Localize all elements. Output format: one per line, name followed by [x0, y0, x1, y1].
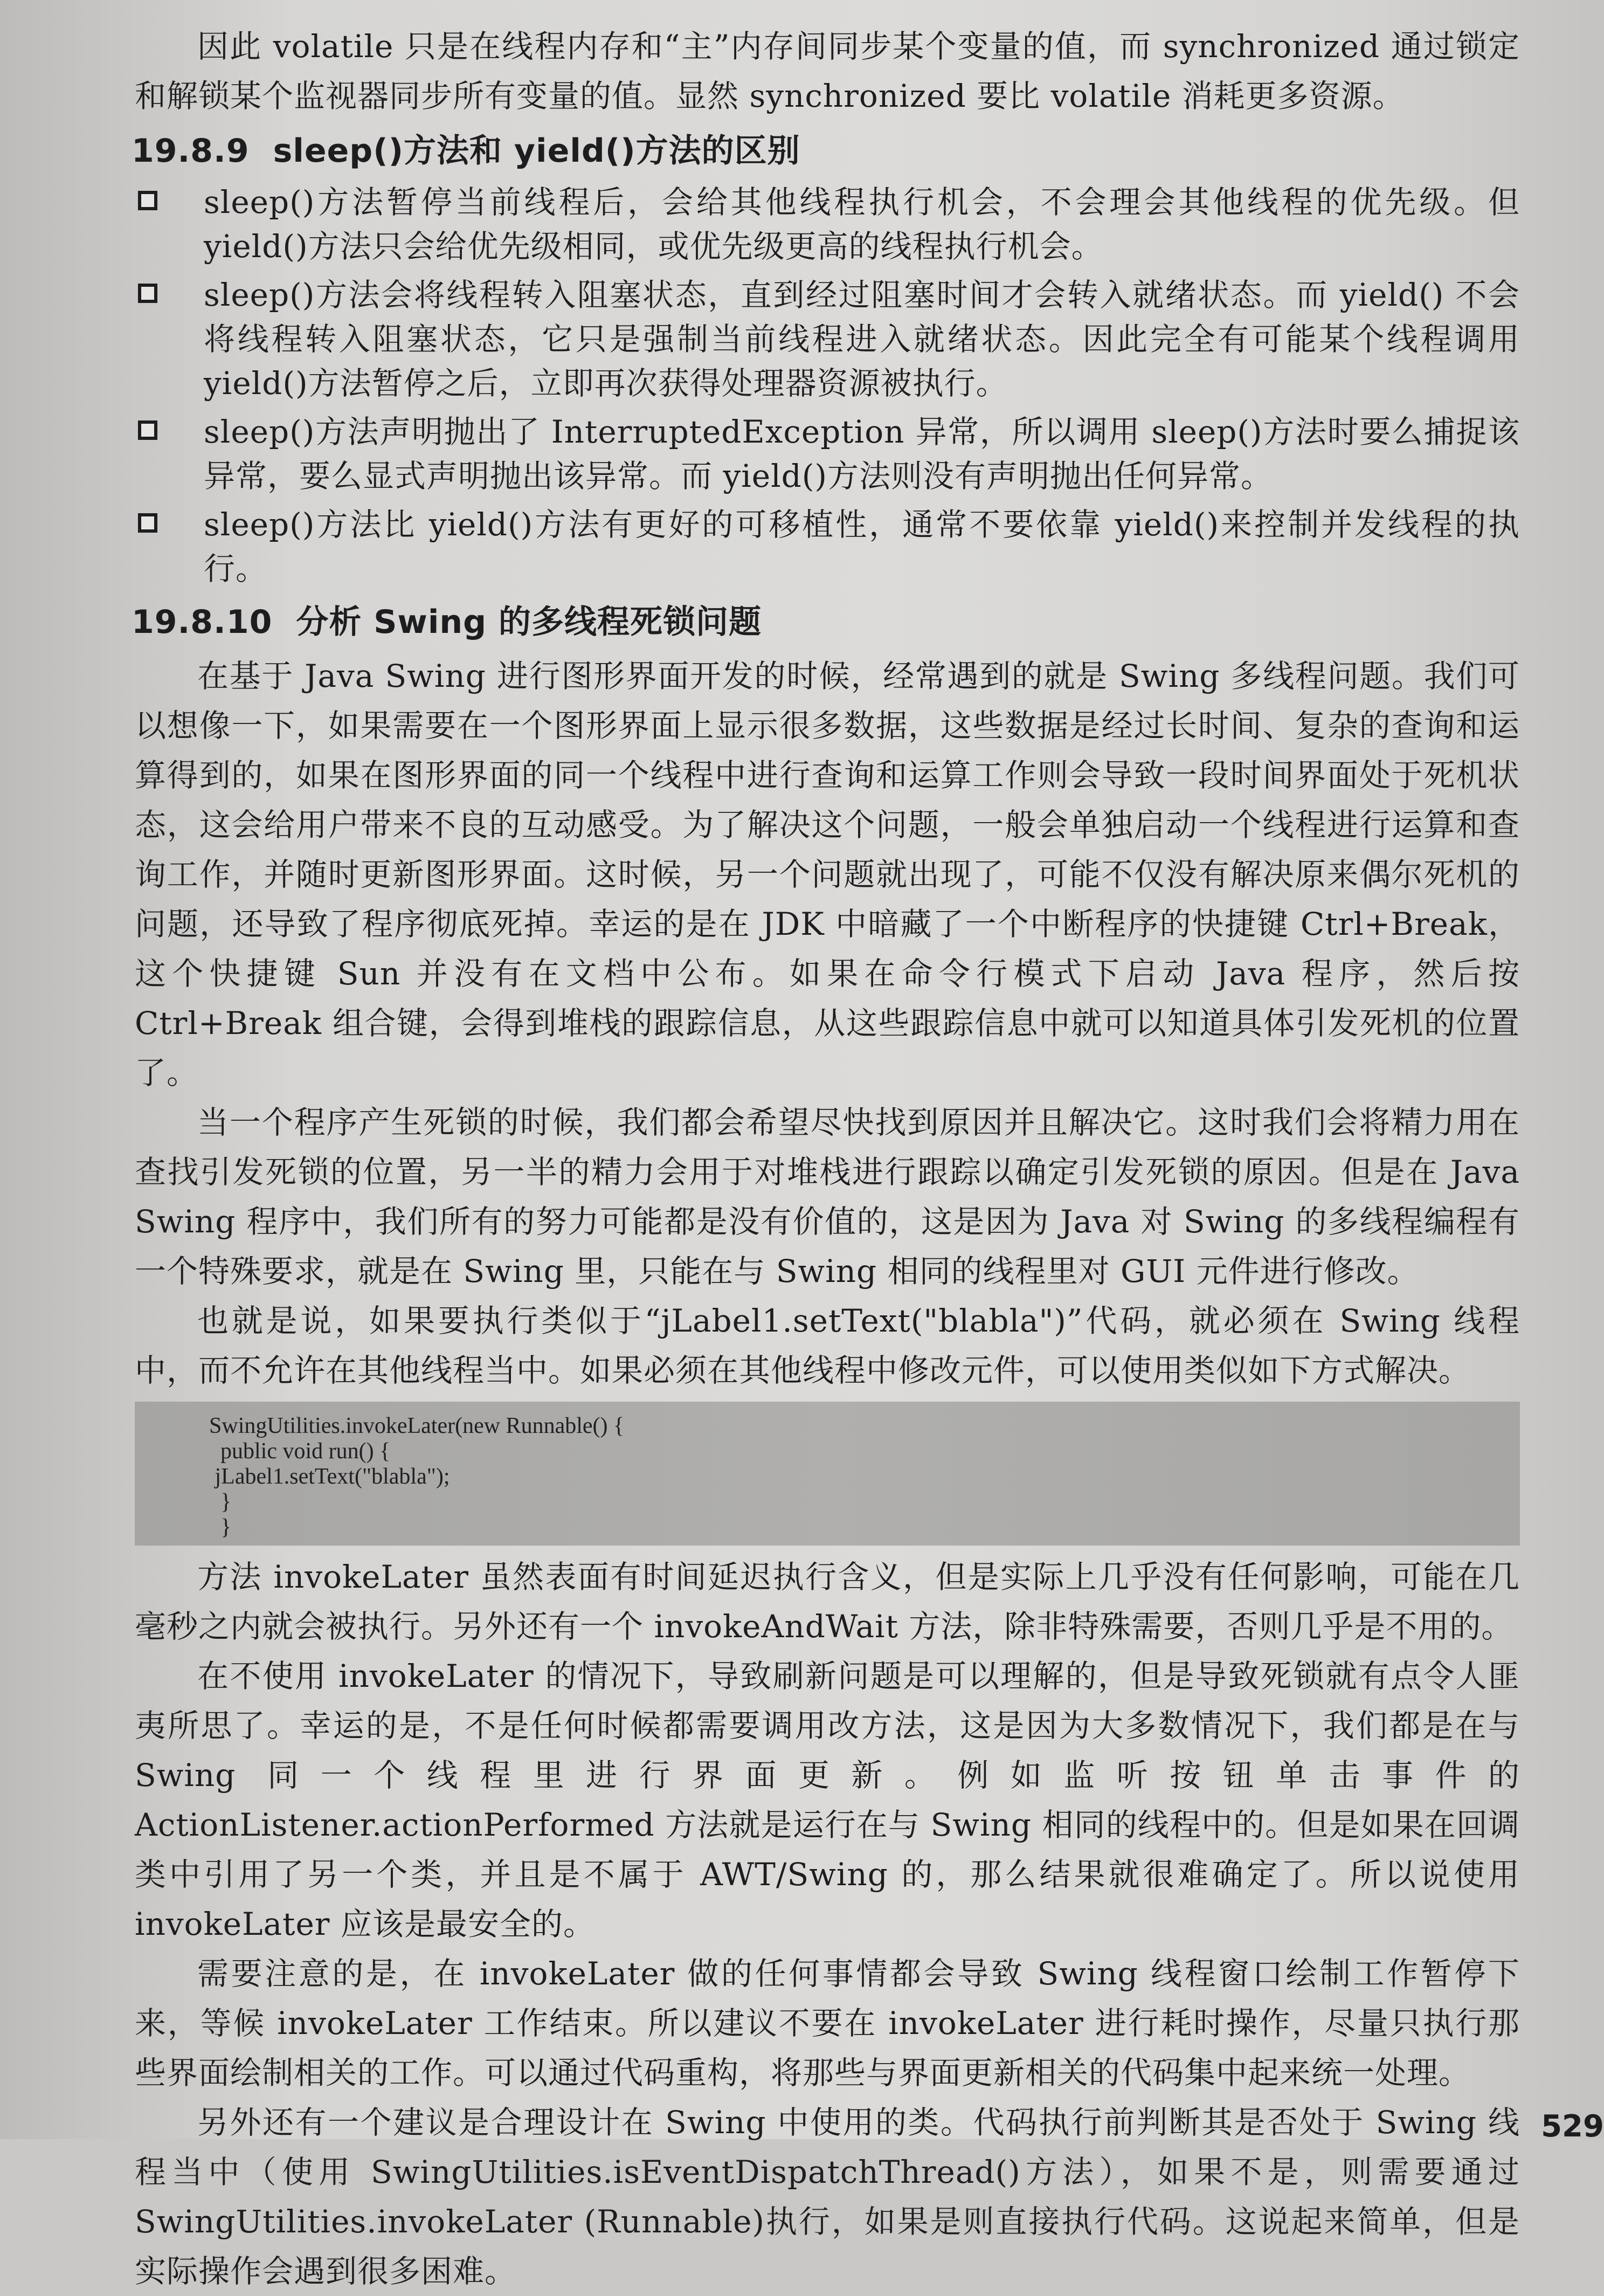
page-content — [132, 22, 1520, 2296]
list-item — [204, 180, 1520, 268]
body-paragraph: 在基于 Java Swing 进行图形界面开发的时候，经常遇到的就是 Swing 多线程问题。我们可以想像一下，如果需要在一个图形界面上显示很多数据，这些数据是经过长时间、复杂的查询和运算得到的，如果在图形界面的同一个线程中进行查询和运算工作则会导致一段时间界面处于死机状态，这会给用户带来不良的互动感受。为了解决这个问题，一般会单独启动一个线程进行运算和查询工作，并随时更新图形界面。这时候，另一个问题就出现了，可能不仅没有解决原来偶尔死机的问题，还导致了程序彻底死掉。幸运的是在 JDK 中暗藏了一个中断程序的快捷键 Ctrl+Break，这个快捷键 Sun 并没有在文档中公布。如果在命令行模式下启动 Java 程序，然后按 Ctrl+Break 组合键，会得到堆栈的跟踪信息，从这些跟踪信息中就可以知道具体引发死机的位置了。 — [135, 658, 1520, 1091]
page-number: 529 — [1541, 2109, 1604, 2144]
code-line: } — [209, 1490, 232, 1514]
body-paragraph: 需要注意的是，在 invokeLater 做的任何事情都会导致 Swing 线程窗口绘制工作暂停下来，等候 invokeLater 工作结束。所以建议不要在 invokeLater 进行耗时操作，尽量只执行那些界面绘制相关的工作。可以通过代码重构，将那些与界面更新相关的代码集中起来统一处理。 — [135, 1955, 1520, 2091]
code-line: public void run() { — [209, 1439, 391, 1464]
checkbox-bullet-icon — [138, 284, 157, 303]
list-item — [204, 273, 1520, 405]
body-paragraph: 方法 invokeLater 虽然表面有时间延迟执行含义，但是实际上几乎没有任何影响，可能在几毫秒之内就会被执行。另外还有一个 invokeAndWait 方法，除非特殊需要，否则几乎是不用的。 — [135, 1559, 1520, 1645]
bullet-list — [135, 180, 1520, 591]
list-item-text: sleep()方法暂停当前线程后，会给其他线程执行机会，不会理会其他线程的优先级。但 yield()方法只会给优先级相同，或优先级更高的线程执行机会。 — [204, 184, 1520, 265]
body-paragraph: 另外还有一个建议是合理设计在 Swing 中使用的类。代码执行前判断其是否处于 Swing 线程当中（使用 SwingUtilities.isEventDispatchThread()方法），如果不是，则需要通过 SwingUtilities.invokeLater (Runnable)执行，如果是则直接执行代码。这说起来简单，但是实际操作会遇到很多困难。 — [135, 2104, 1520, 2290]
body-paragraph: 当一个程序产生死锁的时候，我们都会希望尽快找到原因并且解决它。这时我们会将精力用在查找引发死锁的位置，另一半的精力会用于对堆栈进行跟踪以确定引发死锁的原因。但是在 Java Swing 程序中，我们所有的努力可能都是没有价值的，这是因为 Java 对 Swing 的多线程编程有一个特殊要求，就是在 Swing 里，只能在与 Swing 相同的线程里对 GUI 元件进行修改。 — [135, 1104, 1520, 1290]
section-heading-19-8-10 — [132, 595, 1520, 649]
section-title: 分析 Swing 的多线程死锁问题 — [296, 603, 762, 641]
checkbox-bullet-icon — [138, 420, 157, 440]
code-line: jLabel1.setText("blabla"); — [209, 1464, 450, 1489]
code-block — [135, 1402, 1520, 1546]
intro-paragraph: 因此 volatile 只是在线程内存和“主”内存间同步某个变量的值，而 synchronized 通过锁定和解锁某个监视器同步所有变量的值。显然 synchronized 要比 volatile 消耗更多资源。 — [135, 28, 1520, 114]
section-number: 19.8.9 — [132, 132, 250, 170]
checkbox-bullet-icon — [138, 513, 157, 533]
list-item-text: sleep()方法声明抛出了 InterruptedException 异常，所以调用 sleep()方法时要么捕捉该异常，要么显式声明抛出该异常。而 yield()方法则没有声明抛出任何异常。 — [204, 413, 1520, 494]
list-item — [204, 502, 1520, 591]
section-number: 19.8.10 — [132, 603, 273, 641]
section-title: sleep()方法和 yield()方法的区别 — [273, 132, 800, 170]
section-heading-19-8-9 — [132, 124, 1520, 178]
list-item — [204, 410, 1520, 498]
code-line: SwingUtilities.invokeLater(new Runnable() { — [209, 1414, 625, 1438]
body-paragraph: 在不使用 invokeLater 的情况下，导致刷新问题是可以理解的，但是导致死锁就有点令人匪夷所思了。幸运的是，不是任何时候都需要调用改方法，这是因为大多数情况下，我们都是在与 Swing 同一个线程里进行界面更新。例如监听按钮单击事件的 ActionListener.actionPerformed 方法就是运行在与 Swing 相同的线程中的。但是如果在回调类中引用了另一个类，并且是不属于 AWT/Swing 的，那么结果就很难确定了。所以说使用 invokeLater 应该是最安全的。 — [135, 1658, 1520, 1942]
code-line: } — [209, 1515, 232, 1540]
list-item-text: sleep()方法会将线程转入阻塞状态，直到经过阻塞时间才会转入就绪状态。而 yield() 不会将线程转入阻塞状态，它只是强制当前线程进入就绪状态。因此完全有可能某个线程调用 yield()方法暂停之后，立即再次获得处理器资源被执行。 — [204, 277, 1520, 402]
checkbox-bullet-icon — [138, 191, 157, 210]
body-paragraph: 也就是说，如果要执行类似于“jLabel1.setText("blabla")”代码，就必须在 Swing 线程中，而不允许在其他线程当中。如果必须在其他线程中修改元件，可以使用类似如下方式解决。 — [135, 1302, 1520, 1389]
list-item-text: sleep()方法比 yield()方法有更好的可移植性，通常不要依靠 yield()来控制并发线程的执行。 — [204, 506, 1520, 587]
